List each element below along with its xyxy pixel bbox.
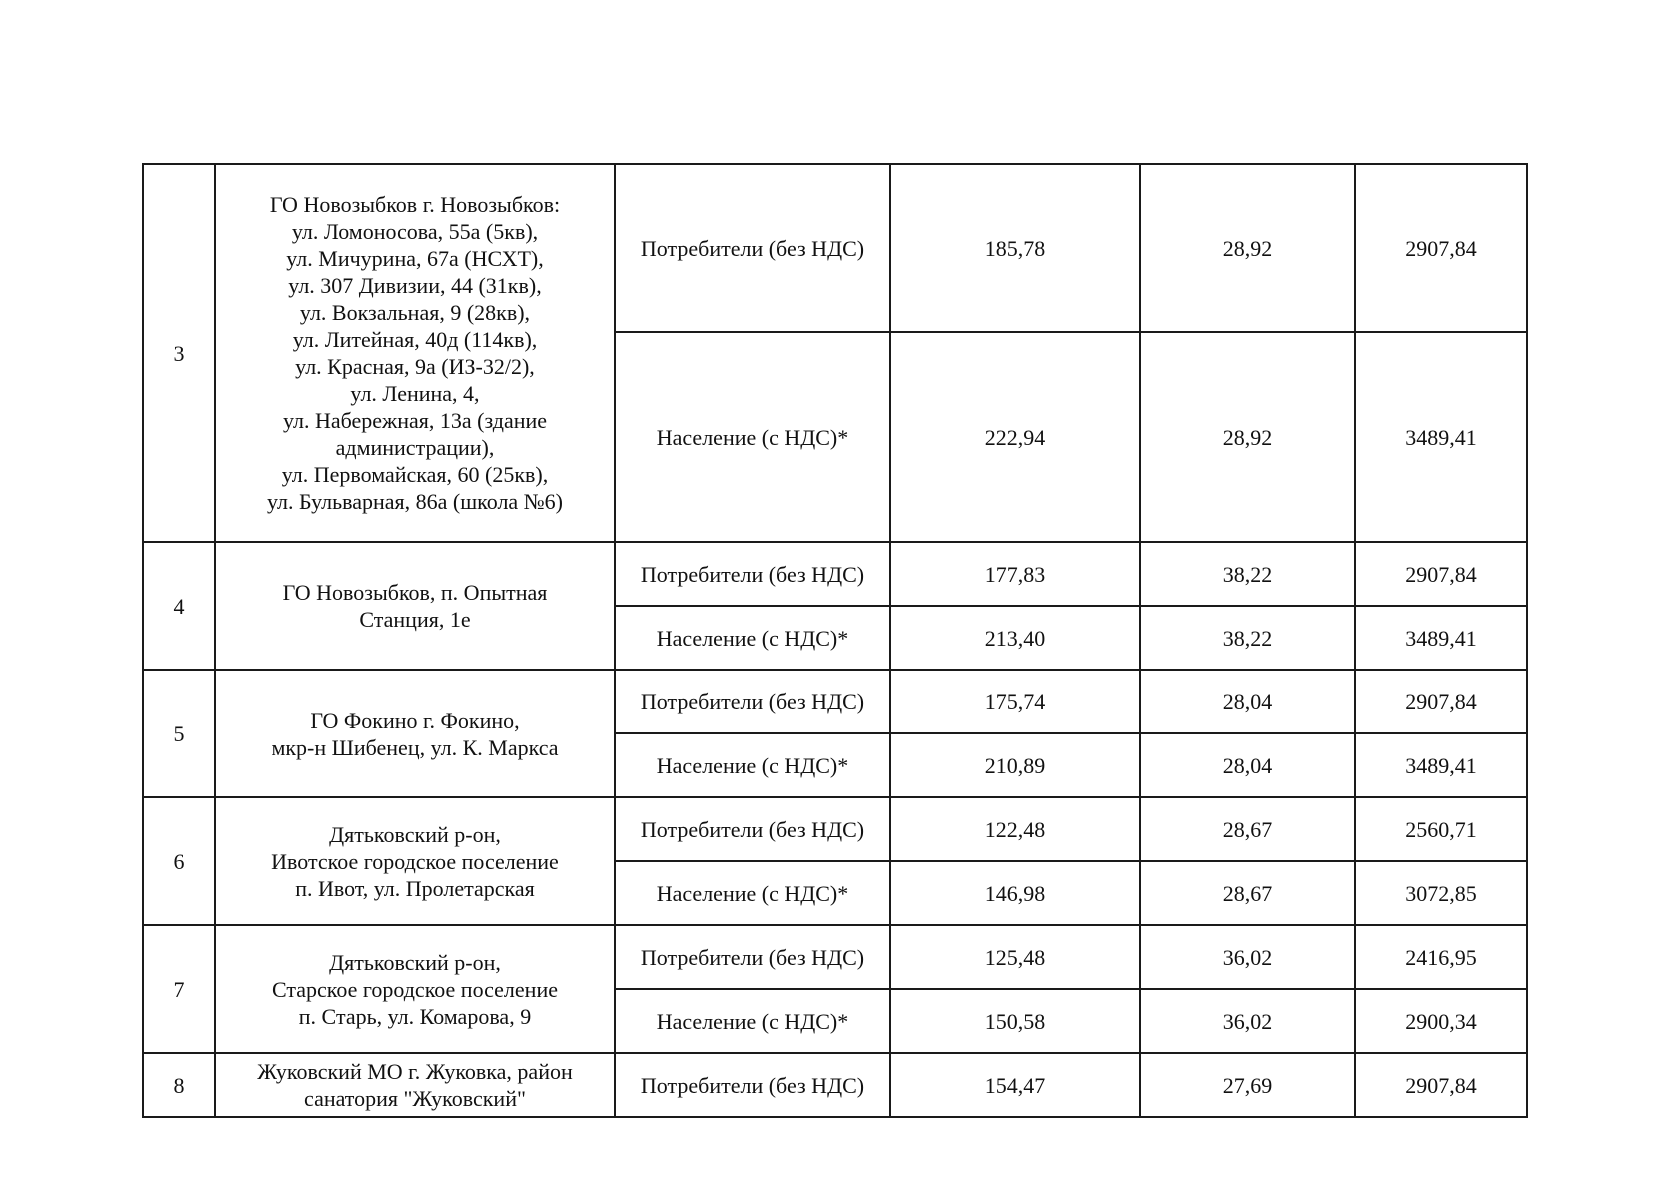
address-line: ул. Мичурина, 67а (НСХТ), <box>286 246 544 271</box>
address-cell <box>215 925 615 1053</box>
address-line: ул. Набережная, 13а (здание <box>282 408 548 433</box>
value-cell-1: 222,94 <box>890 332 1140 542</box>
row-number: 3 <box>143 164 215 542</box>
address-line: ул. Бульварная, 86а (школа №6) <box>266 489 564 514</box>
consumer-category: Потребители (без НДС) <box>615 925 890 989</box>
tariff-table <box>142 163 1528 1118</box>
value-cell-1: 175,74 <box>890 670 1140 733</box>
address-line: п. Старь, ул. Комарова, 9 <box>298 1003 532 1029</box>
value-cell-2: 38,22 <box>1140 606 1355 670</box>
value-cell-3: 2416,95 <box>1355 925 1527 989</box>
address-cell <box>215 670 615 797</box>
value-cell-2: 28,92 <box>1140 332 1355 542</box>
address-line: Жуковский МО г. Жуковка, район <box>257 1059 573 1084</box>
table-row <box>143 542 1527 606</box>
address-line: санатория "Жуковский" <box>304 1086 526 1111</box>
address-line: мкр-н Шибенец, ул. К. Маркса <box>271 734 559 760</box>
address-cell <box>215 164 615 542</box>
value-cell-1: 185,78 <box>890 164 1140 332</box>
consumer-category: Потребители (без НДС) <box>615 1053 890 1117</box>
table-row <box>143 797 1527 861</box>
address-line: ул. Вокзальная, 9 (28кв), <box>299 300 531 325</box>
consumer-category: Потребители (без НДС) <box>615 164 890 332</box>
row-number: 6 <box>143 797 215 925</box>
value-cell-2: 36,02 <box>1140 989 1355 1053</box>
value-cell-1: 213,40 <box>890 606 1140 670</box>
address-line: Станция, 1е <box>359 607 471 632</box>
table-row <box>143 1053 1527 1117</box>
address-line: ул. 307 Дивизии, 44 (31кв), <box>288 273 542 298</box>
value-cell-2: 36,02 <box>1140 925 1355 989</box>
consumer-category: Население (с НДС)* <box>615 332 890 542</box>
value-cell-1: 177,83 <box>890 542 1140 606</box>
consumer-category: Потребители (без НДС) <box>615 670 890 733</box>
value-cell-2: 28,04 <box>1140 733 1355 797</box>
value-cell-2: 38,22 <box>1140 542 1355 606</box>
consumer-category: Население (с НДС)* <box>615 861 890 925</box>
address-line: ГО Новозыбков г. Новозыбков: <box>269 192 561 217</box>
address-line: ул. Ломоносова, 55а (5кв), <box>291 219 539 244</box>
value-cell-3: 3489,41 <box>1355 606 1527 670</box>
row-number: 8 <box>143 1053 215 1117</box>
value-cell-2: 28,92 <box>1140 164 1355 332</box>
value-cell-3: 2907,84 <box>1355 1053 1527 1117</box>
address-line: Ивотское городское поселение <box>271 848 559 874</box>
value-cell-1: 210,89 <box>890 733 1140 797</box>
value-cell-3: 2900,34 <box>1355 989 1527 1053</box>
address-cell <box>215 542 615 670</box>
row-number: 4 <box>143 542 215 670</box>
value-cell-1: 146,98 <box>890 861 1140 925</box>
row-number: 5 <box>143 670 215 797</box>
value-cell-3: 3489,41 <box>1355 332 1527 542</box>
row-number: 7 <box>143 925 215 1053</box>
value-cell-3: 2907,84 <box>1355 670 1527 733</box>
table-row <box>143 164 1527 332</box>
value-cell-1: 125,48 <box>890 925 1140 989</box>
address-line: администрации), <box>335 435 495 460</box>
value-cell-3: 3489,41 <box>1355 733 1527 797</box>
address-line: ул. Красная, 9а (ИЗ-32/2), <box>295 354 535 379</box>
address-line: Дятьковский р-он, <box>329 821 501 847</box>
value-cell-3: 2907,84 <box>1355 542 1527 606</box>
consumer-category: Потребители (без НДС) <box>615 542 890 606</box>
consumer-category: Население (с НДС)* <box>615 606 890 670</box>
address-line: п. Ивот, ул. Пролетарская <box>295 875 535 901</box>
value-cell-2: 28,67 <box>1140 861 1355 925</box>
tariff-table-body <box>143 164 1527 1117</box>
consumer-category: Население (с НДС)* <box>615 733 890 797</box>
value-cell-2: 27,69 <box>1140 1053 1355 1117</box>
value-cell-2: 28,67 <box>1140 797 1355 861</box>
value-cell-2: 28,04 <box>1140 670 1355 733</box>
consumer-category: Потребители (без НДС) <box>615 797 890 861</box>
value-cell-1: 150,58 <box>890 989 1140 1053</box>
address-line: ул. Ленина, 4, <box>350 381 480 406</box>
address-cell <box>215 1053 615 1117</box>
value-cell-1: 154,47 <box>890 1053 1140 1117</box>
value-cell-3: 2560,71 <box>1355 797 1527 861</box>
value-cell-3: 3072,85 <box>1355 861 1527 925</box>
table-row <box>143 670 1527 733</box>
address-line: Старское городское поселение <box>272 976 558 1002</box>
address-line: ГО Новозыбков, п. Опытная <box>282 580 548 605</box>
table-row <box>143 925 1527 989</box>
address-line: ул. Первомайская, 60 (25кв), <box>281 462 549 487</box>
consumer-category: Население (с НДС)* <box>615 989 890 1053</box>
address-line: ГО Фокино г. Фокино, <box>310 707 520 733</box>
address-line: ул. Литейная, 40д (114кв), <box>292 327 538 352</box>
address-cell <box>215 797 615 925</box>
value-cell-1: 122,48 <box>890 797 1140 861</box>
value-cell-3: 2907,84 <box>1355 164 1527 332</box>
address-line: Дятьковский р-он, <box>329 949 501 975</box>
